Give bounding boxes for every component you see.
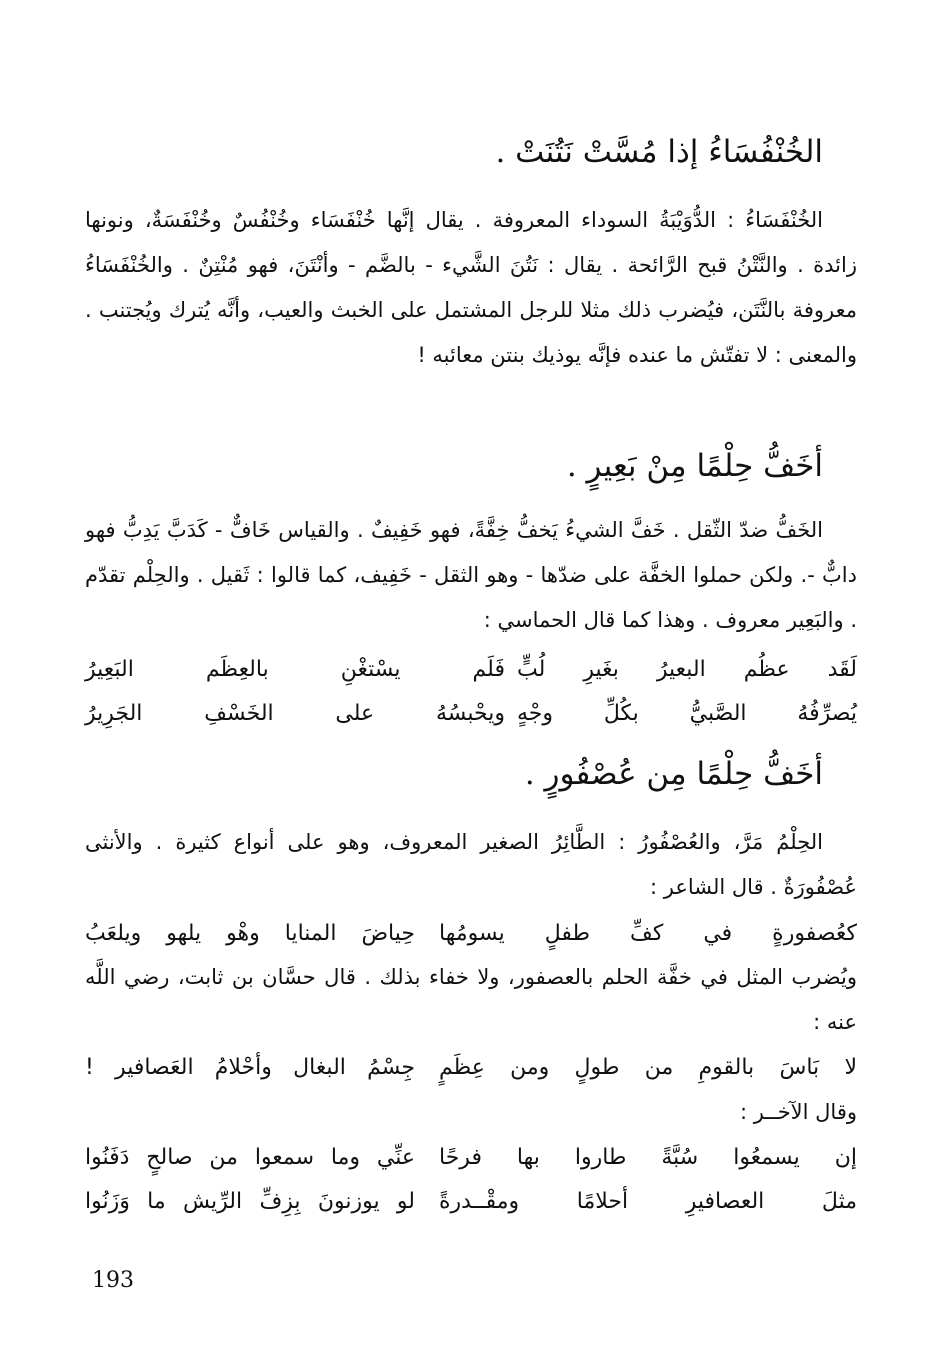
paragraph (85, 1090, 857, 1135)
verse-line (85, 1178, 857, 1226)
verse-hemistich-second: عنِّي وما سمعوا من صالحٍ دَفَنُوا (85, 1145, 415, 1170)
paragraph-text: الخَفُّ ضدّ الثّقل . خَفَّ الشيءُ يَخفُّ خِفَّةً، فهو خَفِيفٌ . والقياس خَافٌّ - كَدَبَّ يَدِبُّ فهو دابٌّ -. ولكن حملوا الخفَّة على ضدّها - وهو الثقل - خَفِيف، كما قالوا : ثَقيل . والحِلْم تقدّم . والبَعِير معروف . وهذا كما قال الحماسي : (85, 518, 857, 632)
verse-hemistich-second: لو يوزنونَ بِزِفِّ الرِّيش ما وَزَنُوا (85, 1189, 415, 1214)
verse-hemistich-second: ويحْبسُهُ على الخَسْفِ الجَرِيرُ (85, 701, 505, 726)
page-number: 193 (92, 1268, 134, 1293)
verse-hemistich-second: جِسْمُ البغال وأحْلامُ العَصافير ! (85, 1055, 415, 1080)
verse-hemistich-first: لا بَاسَ بالقومِ من طولٍ ومن عِظَمٍ (439, 1055, 857, 1080)
paragraph-text: وقال الآخــر : (740, 1100, 857, 1124)
paragraph (85, 198, 857, 378)
paragraph (85, 955, 857, 1045)
verse-line (85, 646, 857, 694)
verse-line (85, 1044, 857, 1092)
verse-line (85, 910, 857, 958)
paragraph-text: ويُضرب المثل في خفَّة الحلم بالعصفور، ولا خفاء بذلك . قال حسَّان بن ثابت، رضي اللَّه عنه : (85, 965, 857, 1034)
paragraph-text: الخُنْفَسَاءُ : الدُّوَيْبَةُ السوداء المعروفة . يقال إنَّها خُنْفَسَاء وخُنْفُسٌ وخُنْفَسَةٌ، ونونها زائدة . والنَّتْنُ قبح الرَّائحة . يقال : نَتُنَ الشَّيء - بالضَّم - وأنْتَنَ، فهو مُنْتِنٌ . والخُنْفَسَاءُ معروفة بالنَّتَن، فيُضرب ذلك مثلا للرجل المشتمل على الخبث والعيب، وأنَّه يُترك ويُجتنب . والمعنى : لا تفتّش ما عنده فإنَّه يوذيك بنتن معائبه ! (85, 208, 857, 367)
verse-hemistich-first: يُصرِّفُهُ الصَّبيُّ بكُلِّ وجْهٍ (517, 701, 857, 726)
entry-body (85, 820, 857, 910)
entry-heading: أخَفُّ حِلْمًا مِن عُصْفُورٍ . (524, 756, 823, 792)
verse-line (85, 690, 857, 738)
entry-body (85, 508, 857, 643)
verse-hemistich-first: إن يسمعُوا سُبَّةً طاروا بها فرحًا (439, 1145, 857, 1170)
verse-hemistich-first: مثلَ العصافيرِ أحلامًا ومقْــدرةً (439, 1189, 857, 1214)
verse-hemistich-second: فَلَم يسْتغْنِ بالعِظَم البَعِيرُ (85, 657, 505, 682)
entry-body (85, 1090, 857, 1135)
paragraph (85, 508, 857, 643)
paragraph (85, 820, 857, 910)
entry-body (85, 198, 857, 378)
verse-line (85, 1134, 857, 1182)
verse-hemistich-first: لَقَد عظُم البعيرُ بغَيرِ لُبٍّ (517, 657, 857, 682)
paragraph-text: الحِلْمُ مَرَّ، والعُصْفُورُ : الطَّائِرُ الصغير المعروف، وهو على أنواع كثيرة . والأنثى عُصْفُورَةٌ . قال الشاعر : (85, 830, 857, 899)
verse-hemistich-first: كعُصفورةٍ في كفِّ طفلٍ يسومُها (439, 921, 857, 946)
entry-heading: أخَفُّ حِلْمًا مِنْ بَعِيرٍ . (566, 448, 823, 484)
verse-hemistich-second: حِياضَ المنايا وهْو يلهو ويلعَبُ (85, 921, 415, 946)
entry-body (85, 955, 857, 1045)
entry-heading: الخُنْفُسَاءُ إذا مُسَّتْ نَتُنَتْ . (495, 134, 823, 170)
